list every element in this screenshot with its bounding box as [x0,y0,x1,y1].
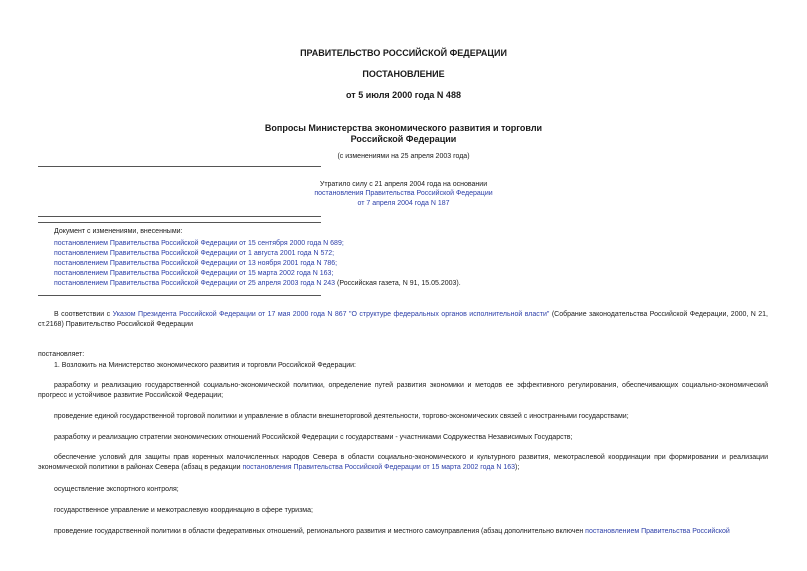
bullet-7-link[interactable]: постановлением Правительства Российской [585,528,730,535]
bullet-7-text: проведение государственной политики в области федеративных отношений, регионального развития и местного самоуправления (абзац дополнительно включен [54,528,586,535]
divider [38,222,321,223]
expired-link-line3[interactable]: от 7 апреля 2004 года N 187 [357,199,450,207]
expired-line: Утратило силу с 21 апреля 2004 года на основании [319,181,488,188]
preamble-text-end: (Собрание законодательства Российской Федерации, 2000, N 21, ст.2168) Правительство Российской Федерации [38,311,769,328]
amendment-link-2[interactable]: постановлением Правительства Российской Федерации от 1 августа 2001 года N 572; [54,250,335,257]
amendment-source: (Российская газета, N 91, 15.05.2003). [335,280,461,287]
amendment-link-1[interactable]: постановлением Правительства Российской Федерации от 15 сентября 2000 года N 689; [54,240,344,247]
document-date-number: от 5 июля 2000 года N 488 [346,90,461,100]
document-title-line1: Вопросы Министерства экономического развития и торговли [264,123,543,133]
bullet-4-link[interactable]: постановления Правительства Российской Федерации от 15 марта 2002 года N 163 [242,464,516,471]
expired-link-line2[interactable]: постановления Правительства Российской Федерации [314,190,493,198]
resolves-word: постановляет: [38,351,85,358]
bullet-2: проведение единой государственной торговой политики и управление в области внешнеторговой деятельности, торгово-экономических связей с иностранными государствами; [54,413,629,420]
bullet-4 [38,453,768,473]
bullet-6: государственное управление и межотраслевую координацию в сфере туризма; [54,507,313,514]
amendment-note: (с изменениями на 25 апреля 2003 года) [337,153,470,160]
bullet-3: разработку и реализацию стратегии экономических отношений Российской Федерации с государствами - участниками Содружества Независимых Государств; [54,434,573,441]
amendment-item-5 [54,279,461,288]
bullet-7 [38,527,768,537]
item-1: 1. Возложить на Министерство экономического развития и торговли Российской Федерации: [54,362,357,369]
preamble-text: В соответствии с [54,311,113,318]
amendment-link-3[interactable]: постановлением Правительства Российской Федерации от 13 ноября 2001 года N 786; [54,260,338,267]
amendment-link-4[interactable]: постановлением Правительства Российской Федерации от 15 марта 2002 года N 163; [54,270,334,277]
document-type: ПОСТАНОВЛЕНИЕ [362,69,445,79]
document-title [0,123,807,145]
bullet-1: разработку и реализацию государственной социально-экономической политики, определение путей развития экономики и методов ее эффективного регулирования, обеспечивающих социально-экономический прогресс и устойчивое развитие Российской Федерации; [38,382,768,399]
decree-link[interactable]: Указом Президента Российской Федерации от 17 мая 2000 года N 867 "О структуре федеральных органов исполнительной власти" [112,311,550,318]
bullet-4-text: обеспечение условий для защиты прав коренных малочисленных народов Севера в области социально-экономического и культурного развития, межотраслевой координации при формировании и реализации экономической политики в районах Севера (абзац в редакции [38,454,768,471]
document-title-line2: Российской Федерации [350,134,457,144]
bullet-5: осуществление экспортного контроля; [54,486,179,493]
preamble-paragraph [38,310,768,330]
amendment-link-5[interactable]: постановлением Правительства Российской Федерации от 25 апреля 2003 года N 243 [54,280,336,287]
divider [38,216,321,217]
amendments-intro: Документ с изменениями, внесенными: [54,228,183,235]
government-name: ПРАВИТЕЛЬСТВО РОССИЙСКОЙ ФЕДЕРАЦИИ [300,48,507,58]
expired-notice [0,180,807,208]
divider [38,295,321,296]
divider [38,166,321,167]
bullet-4-end: ); [515,464,520,471]
